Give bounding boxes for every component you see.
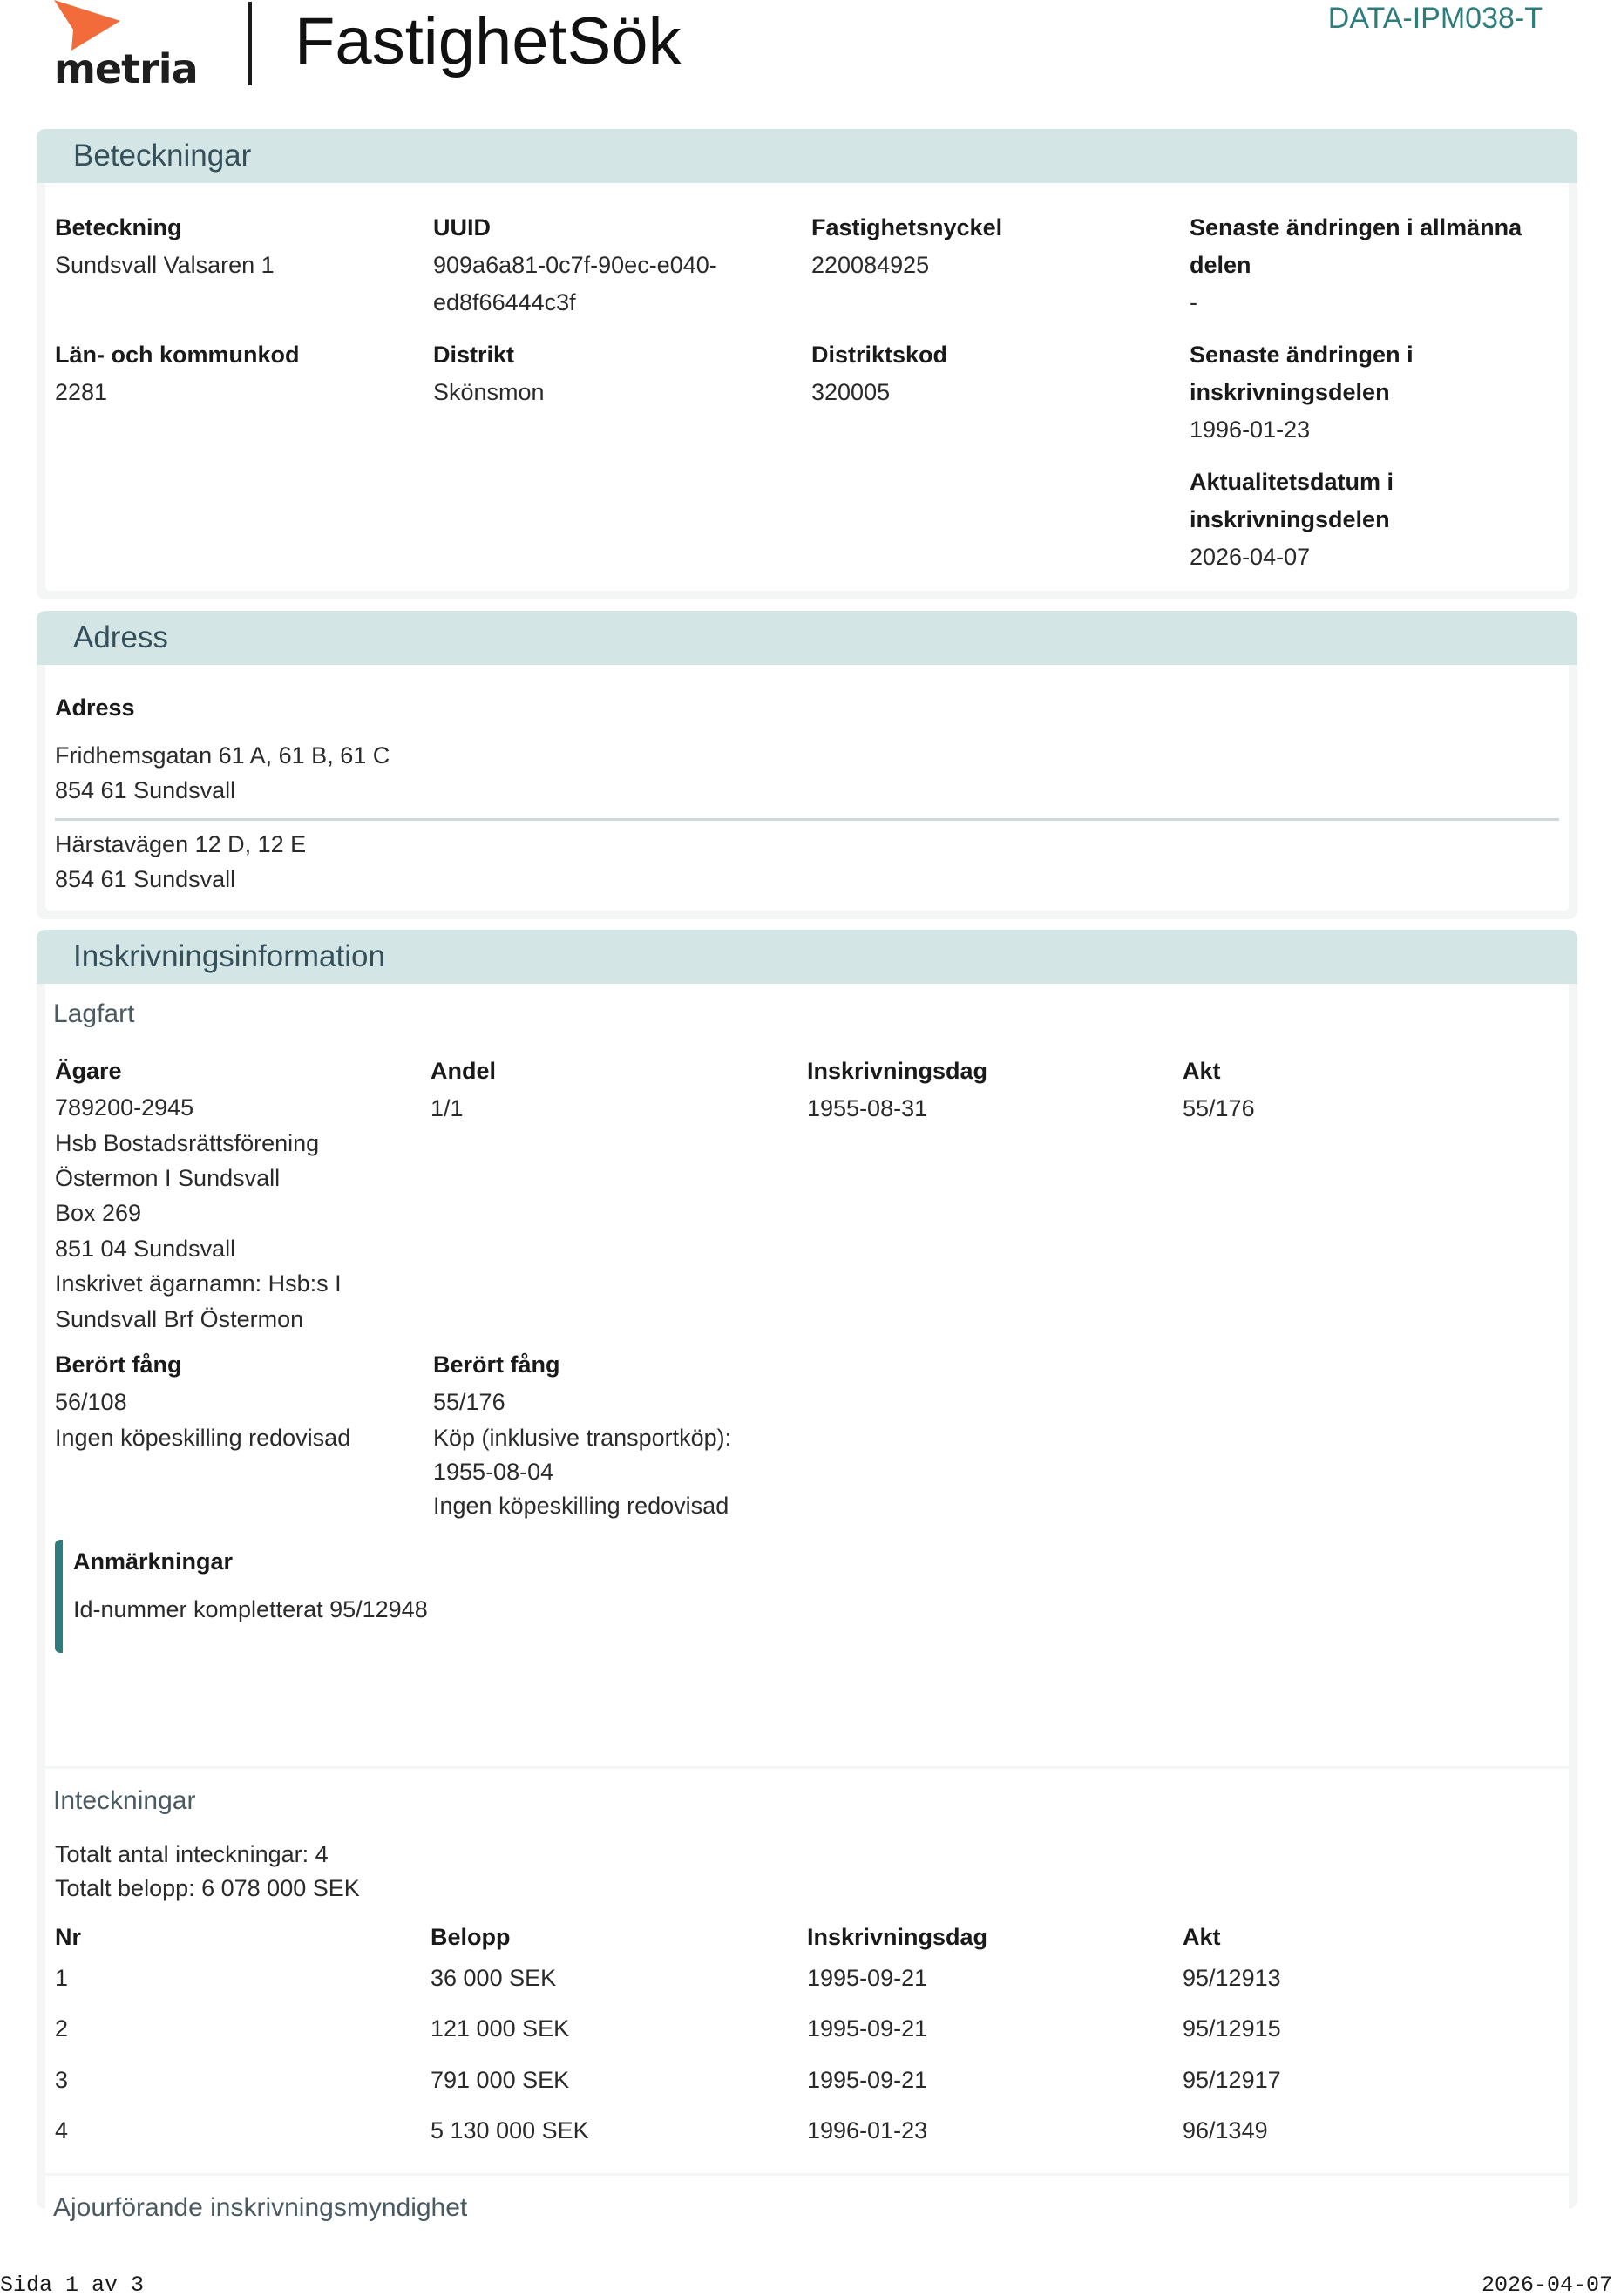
- berort-fang-label: Berört fång: [433, 1351, 560, 1378]
- ajourforande-panel: [45, 2176, 1569, 2260]
- anmarkningar-label: Anmärkningar: [73, 1548, 234, 1575]
- owner-line: Hsb Bostadsrättsförening: [55, 1130, 320, 1156]
- cell-nr: 2: [55, 2015, 69, 2042]
- field-fastighetsnyckel: [811, 209, 1190, 322]
- cell-nr: 1: [55, 1965, 69, 1991]
- address-block: [45, 827, 1569, 897]
- inteckningar-panel: [45, 1769, 1569, 2173]
- field-senaste-andring-inskrivning: [1190, 336, 1568, 576]
- berort-fang-line: Ingen köpeskilling redovisad: [55, 1425, 351, 1451]
- table-row: [45, 2010, 1569, 2062]
- field-uuid: [433, 209, 811, 322]
- address-separator: [55, 818, 1559, 821]
- cell-belopp: 791 000 SEK: [431, 2067, 570, 2093]
- inteckningar-heading: Inteckningar: [53, 1786, 196, 1815]
- column-header-inskrivningsdag: Inskrivningsdag: [807, 1924, 988, 1950]
- field-label: inskrivningsdelen: [1190, 379, 1390, 405]
- cell-inskrivningsdag: 1996-01-23: [807, 2117, 928, 2144]
- berort-fang-line: 56/108: [55, 1389, 127, 1415]
- column-header-inskrivningsdag: Inskrivningsdag: [807, 1058, 988, 1084]
- section-body: [45, 183, 1569, 591]
- lagfart-akt-cell: [1183, 1053, 1568, 1337]
- fields-row-1: [45, 209, 1569, 322]
- owner-line: Inskrivet ägarnamn: Hsb:s I: [55, 1270, 342, 1297]
- owner-line: 851 04 Sundsvall: [55, 1236, 236, 1262]
- column-header-belopp: Belopp: [431, 1924, 511, 1950]
- lagfart-dag-cell: [807, 1053, 1190, 1337]
- field-label: Senaste ändringen i: [1190, 342, 1414, 368]
- column-header-akt: Akt: [1183, 1924, 1221, 1950]
- field-label: Län- och kommunkod: [55, 342, 300, 368]
- field-distriktskod: [811, 336, 1190, 576]
- field-value: Sundsvall Valsaren 1: [55, 252, 275, 278]
- field-value: 909a6a81-0c7f-90ec-e040-: [433, 252, 717, 278]
- field-lan-kommunkod: [55, 336, 433, 576]
- column-header-akt: Akt: [1183, 1058, 1221, 1084]
- berort-fang-line: Köp (inklusive transportköp):: [433, 1425, 732, 1451]
- owner-line: Östermon I Sundsvall: [55, 1165, 281, 1191]
- column-header-agare: Ägare: [55, 1058, 122, 1084]
- lagfart-andel-cell: [431, 1053, 811, 1337]
- address-postal: 854 61 Sundsvall: [55, 866, 236, 892]
- field-label: inskrivningsdelen: [1190, 506, 1390, 532]
- owner-line: Sundsvall Brf Östermon: [55, 1306, 304, 1332]
- field-label: Distrikt: [433, 342, 515, 368]
- field-label: UUID: [433, 214, 491, 240]
- section-title: Inskrivningsinformation: [37, 930, 1577, 984]
- cell-nr: 4: [55, 2117, 69, 2144]
- section-title: Adress: [37, 611, 1577, 665]
- address-label: Adress: [55, 694, 135, 721]
- section-beteckningar: [37, 129, 1577, 599]
- header-divider: [248, 2, 252, 85]
- address-street: Härstavägen 12 D, 12 E: [55, 831, 307, 857]
- section-body: [45, 665, 1569, 911]
- lagfart-table: [45, 1053, 1569, 1337]
- field-value: 2026-04-07: [1190, 544, 1311, 570]
- address-street: Fridhemsgatan 61 A, 61 B, 61 C: [55, 742, 390, 769]
- cell-akt: 96/1349: [1183, 2117, 1268, 2144]
- berort-fang-label: Berört fång: [55, 1351, 182, 1378]
- cell-nr: 3: [55, 2067, 69, 2093]
- fields-row-2: [45, 336, 1569, 576]
- address-postal: 854 61 Sundsvall: [55, 777, 236, 803]
- page-number: Sida 1 av 3: [0, 2272, 145, 2296]
- lagfart-panel: [45, 984, 1569, 1766]
- table-row: [45, 1960, 1569, 2010]
- ajourforande-heading: Ajourförande inskrivningsmyndighet: [53, 2193, 468, 2222]
- lagfart-heading: Lagfart: [53, 999, 135, 1028]
- footer-date: 2026-04-07: [1481, 2272, 1612, 2296]
- berort-fang-item: [55, 1346, 433, 1523]
- field-value: ed8f66444c3f: [433, 289, 576, 315]
- inteckningar-table-header: [45, 1919, 1569, 1956]
- inskrivningsdag-value: 1955-08-31: [807, 1095, 928, 1121]
- field-value: Skönsmon: [433, 379, 545, 405]
- field-value: 220084925: [811, 252, 930, 278]
- berort-fang-line: Ingen köpeskilling redovisad: [433, 1493, 729, 1519]
- field-value: -: [1190, 289, 1197, 315]
- owner-line: 789200-2945: [55, 1094, 194, 1121]
- field-label: Beteckning: [55, 214, 182, 240]
- berort-fang-line: 55/176: [433, 1389, 505, 1415]
- cell-akt: 95/12915: [1183, 2015, 1281, 2042]
- akt-value: 55/176: [1183, 1095, 1255, 1121]
- field-value: 2281: [55, 379, 108, 405]
- anmarkningar-text: Id-nummer kompletterat 95/12948: [73, 1596, 428, 1622]
- field-value: 1996-01-23: [1190, 417, 1311, 443]
- cell-inskrivningsdag: 1995-09-21: [807, 2067, 928, 2093]
- logo-wordmark: metria: [54, 45, 198, 92]
- cell-belopp: 5 130 000 SEK: [431, 2117, 589, 2144]
- table-row: [45, 2062, 1569, 2112]
- inteckningar-total-amount: Totalt belopp: 6 078 000 SEK: [55, 1875, 360, 1901]
- field-beteckning: [55, 209, 433, 322]
- table-row: [45, 2112, 1569, 2156]
- field-label: Fastighetsnyckel: [811, 214, 1003, 240]
- field-value: 320005: [811, 379, 891, 405]
- section-adress: [37, 611, 1577, 919]
- inteckningar-total-count: Totalt antal inteckningar: 4: [55, 1841, 329, 1867]
- column-header-andel: Andel: [431, 1058, 497, 1084]
- section-inskrivningsinformation: [37, 930, 1577, 2222]
- owner-line: Box 269: [55, 1200, 142, 1226]
- field-label: delen: [1190, 252, 1251, 278]
- berort-fang-row: [45, 1346, 1569, 1523]
- field-label: Senaste ändringen i allmänna: [1190, 214, 1522, 240]
- berort-fang-line: 1955-08-04: [433, 1459, 554, 1485]
- document-id: DATA-IPM038-T: [1327, 2, 1543, 35]
- cell-inskrivningsdag: 1995-09-21: [807, 2015, 928, 2042]
- cell-inskrivningsdag: 1995-09-21: [807, 1965, 928, 1991]
- app-title: FastighetSök: [295, 4, 682, 78]
- address-block: [45, 738, 1569, 808]
- field-distrikt: [433, 336, 811, 576]
- cell-belopp: 121 000 SEK: [431, 2015, 570, 2042]
- berort-fang-item: [433, 1346, 811, 1523]
- cell-belopp: 36 000 SEK: [431, 1965, 557, 1991]
- cell-akt: 95/12913: [1183, 1965, 1281, 1991]
- column-header-nr: Nr: [55, 1924, 82, 1950]
- field-label: Distriktskod: [811, 342, 948, 368]
- cell-akt: 95/12917: [1183, 2067, 1281, 2093]
- lagfart-owner-cell: [55, 1053, 433, 1337]
- section-title: Beteckningar: [37, 129, 1577, 183]
- anmarkningar-note: [55, 1540, 1569, 1653]
- andel-value: 1/1: [431, 1095, 464, 1121]
- field-senaste-andring-allmanna: [1190, 209, 1568, 322]
- field-label: Aktualitetsdatum i: [1190, 469, 1394, 495]
